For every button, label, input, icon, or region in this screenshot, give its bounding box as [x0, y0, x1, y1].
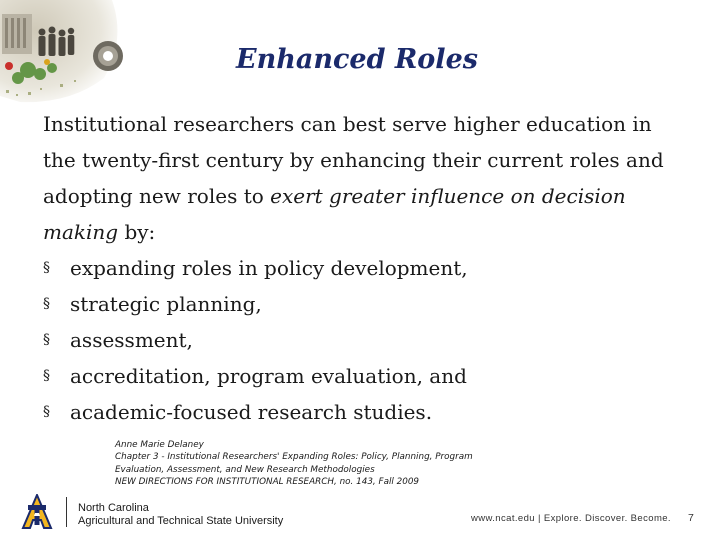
bullet-list: [43, 250, 693, 430]
bullet-icon: §: [43, 296, 50, 312]
bullet-item: [43, 250, 693, 286]
citation-author: Anne Marie Delaney: [115, 440, 204, 450]
aggie-at-logo-icon: [20, 494, 54, 530]
bullet-text: assessment,: [70, 328, 193, 352]
intro-paragraph: [43, 106, 693, 250]
bullet-item: [43, 394, 693, 430]
photo-collage-icon: [0, 0, 130, 108]
bullet-icon: §: [43, 404, 50, 420]
university-line: Agricultural and Technical State University: [78, 515, 284, 527]
bullet-icon: §: [43, 260, 50, 276]
university-name: [78, 502, 283, 528]
citation-line: Evaluation, Assessment, and New Research Methodologies: [115, 464, 375, 475]
bullet-item: [43, 358, 693, 394]
footer-divider: [66, 497, 67, 527]
bullet-item: [43, 322, 693, 358]
corner-photo-collage: [0, 0, 130, 108]
intro-emphasis: making: [43, 220, 119, 244]
bullet-text: expanding roles in policy development,: [70, 256, 468, 280]
university-line: North Carolina: [78, 502, 149, 514]
slide-title: Enhanced Roles: [236, 44, 478, 75]
intro-emphasis: exert greater influence on decision: [270, 184, 626, 208]
citation-line: NEW DIRECTIONS FOR INSTITUTIONAL RESEARCH, no. 143, Fall 2009: [115, 476, 420, 487]
intro-line: by:: [118, 220, 156, 244]
intro-line: the twenty-first century by enhancing their current roles and: [43, 148, 664, 172]
bullet-icon: §: [43, 332, 50, 348]
page-number: 7: [688, 512, 694, 524]
intro-line: Institutional researchers can best serve higher education in: [43, 112, 652, 136]
bullet-text: academic-focused research studies.: [70, 400, 433, 424]
citation: [115, 439, 535, 488]
slide-body: [43, 106, 693, 430]
intro-line: adopting new roles to: [43, 184, 271, 208]
bullet-icon: §: [43, 368, 50, 384]
footer-tagline: www.ncat.edu | Explore. Discover. Become.: [471, 513, 671, 524]
citation-line: Chapter 3 - Institutional Researchers' Expanding Roles: Policy, Planning, Program: [115, 452, 473, 463]
bullet-item: [43, 286, 693, 322]
bullet-text: accreditation, program evaluation, and: [70, 364, 467, 388]
bullet-text: strategic planning,: [70, 292, 262, 316]
